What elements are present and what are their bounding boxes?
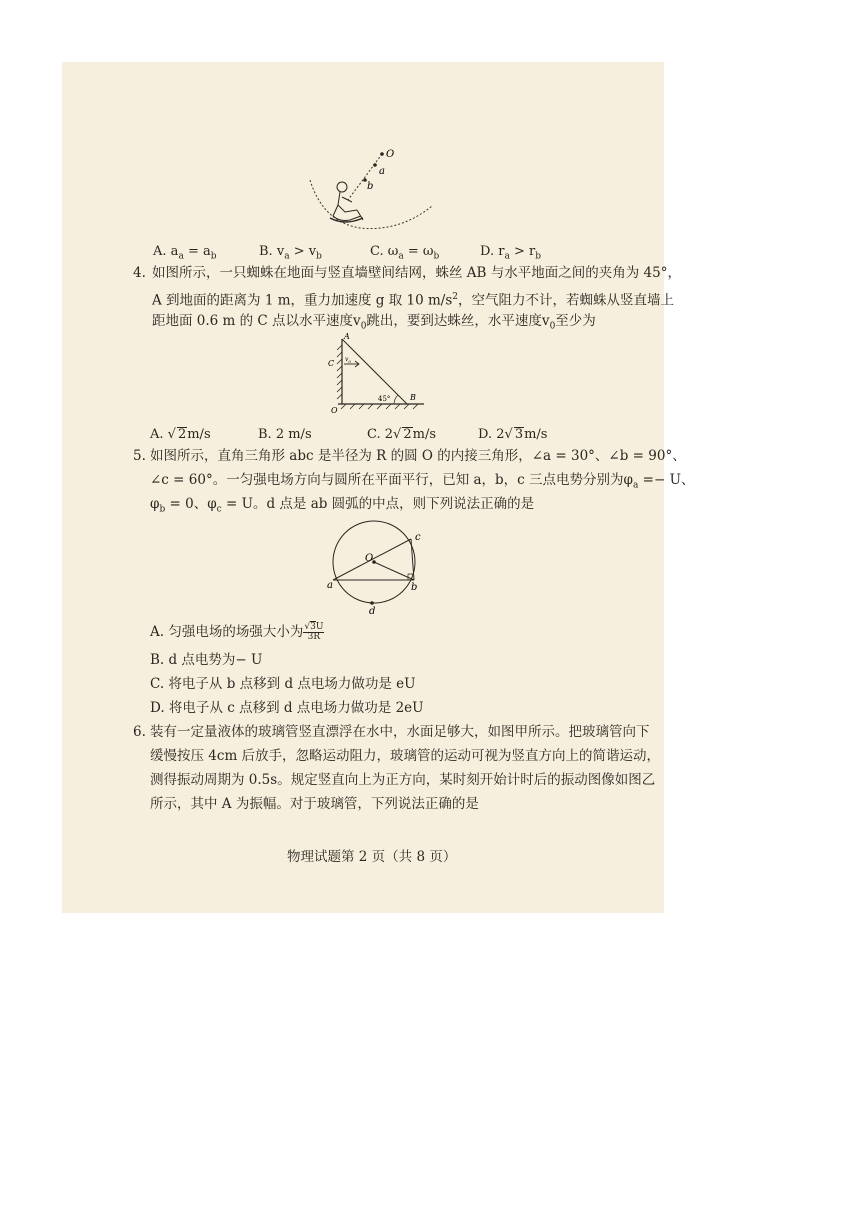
q6-line-3: 测得振动周期为 0.5s。规定竖直向上为正方向，某时刻开始计时后的振动图像如图乙: [150, 772, 656, 788]
q5-option-c: C. 将电子从 b 点移到 d 点电场力做功是 eU: [150, 676, 416, 692]
q5-label-O: O: [365, 553, 374, 564]
q5-circle-figure: [327, 517, 427, 615]
page-footer: 物理试题第 2 页（共 8 页）: [287, 849, 457, 865]
q4-label-O: O: [331, 406, 338, 415]
q5-line-1: 如图所示，直角三角形 abc 是半径为 R 的圆 O 的内接三角形，∠a = 30°、∠b = 90°、: [150, 448, 686, 464]
q3-label-O: O: [386, 149, 395, 160]
q5-label-a: a: [327, 580, 333, 591]
q5-label-c: c: [415, 532, 421, 543]
q3-label-a: a: [379, 166, 385, 177]
q3-label-b: b: [367, 181, 374, 192]
q5-line-3: $\varphi_b = 0$、$\varphi_c = U$。d 点是 ab 圆弧的中点，则下列说法正确的是: [150, 496, 535, 515]
q5-line-2: ∠c = 60°。一匀强电场方向与圆所在平面平行，已知 a，b，c 三点电势分别为$\varphi_a =- U$、: [150, 472, 695, 491]
q5-option-a: A. 匀强电场的场强大小为 $\frac{√3U}{3R}$: [150, 622, 324, 642]
q6-number: 6.: [133, 724, 146, 740]
q6-line-1: 装有一定量液体的玻璃管竖直漂浮在水中，水面足够大，如图甲所示。把玻璃管向下: [150, 724, 650, 740]
child-on-swing-drawing: [330, 182, 363, 222]
q3-option-d: D. $r_a > r_b$: [480, 244, 541, 262]
q5-label-d: d: [369, 606, 376, 615]
q4-number: 4.: [133, 265, 146, 281]
q6-line-4: 所示，其中 A 为振幅。对于玻璃管，下列说法正确的是: [150, 796, 479, 812]
q4-label-C: C: [328, 359, 335, 368]
q4-line-1: 如图所示，一只蜘蛛在地面与竖直墙壁间结网，蛛丝 AB 与水平地面之间的夹角为 45°，: [152, 265, 681, 281]
q4-label-v0: $v_0$: [345, 356, 351, 364]
q4-label-B: B: [410, 393, 416, 402]
q3-option-a: A. $a_a = a_b$: [153, 244, 217, 262]
q4-option-d: D. 2√ 3m/s: [478, 427, 548, 442]
q5-option-b: B. d 点电势为− U: [150, 652, 263, 668]
q4-line-2: A 到地面的距离为 1 m，重力加速度 g 取 10 $m/s^2$，空气阻力不计，若蜘蛛从竖直墙上: [152, 292, 675, 309]
q4-option-c: C. 2√ 2m/s: [367, 427, 437, 442]
q3-swing-figure: [305, 142, 440, 232]
q4-option-a: A. √ 2m/s: [150, 427, 211, 442]
q3-option-b: B. $v_a > v_b$: [259, 244, 322, 262]
q4-spider-web-figure: [322, 333, 432, 415]
q5-option-d: D. 将电子从 c 点移到 d 点电场力做功是 2eU: [150, 700, 424, 716]
q5-field-fraction: $\frac{√3U}{3R}$: [304, 622, 324, 642]
q5-label-b: b: [411, 582, 418, 593]
q6-line-2: 缓慢按压 4cm 后放手，忽略运动阻力，玻璃管的运动可视为竖直方向上的简谐运动，: [150, 748, 661, 764]
q4-line-3: 距地面 0.6 m 的 C 点以水平速度$v_0$跳出，要到达蛛丝，水平速度$v_0$至少为: [152, 313, 596, 332]
q4-label-A: A: [344, 333, 350, 341]
q5-number: 5.: [133, 448, 146, 464]
q4-option-b: B. 2 m/s: [258, 427, 312, 442]
q3-option-c: C. $\omega_a = \omega_b$: [370, 244, 440, 262]
q4-label-angle: 45°: [378, 395, 391, 403]
